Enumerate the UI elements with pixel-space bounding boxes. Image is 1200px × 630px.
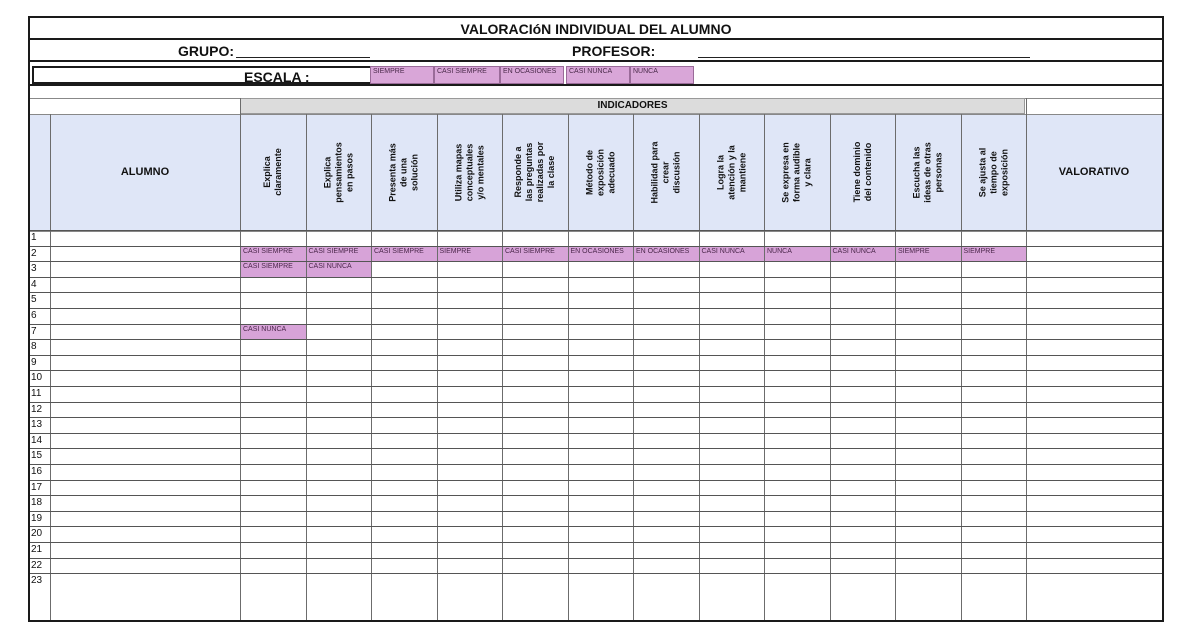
table-row (30, 292, 1162, 293)
scale-option-chip: SIEMPRE (370, 66, 434, 84)
sheet-title: VALORACIóN INDIVIDUAL DEL ALUMNO (30, 18, 1162, 40)
table-row (30, 448, 1162, 449)
row-number: 1 (31, 232, 37, 243)
row-number: 20 (31, 528, 43, 540)
indicator-header: Se expresa en forma audible y clara (780, 141, 813, 203)
indicator-header: Explica claramente (261, 148, 283, 196)
row-number: 10 (31, 372, 43, 384)
rating-cell[interactable]: SIEMPRE (962, 247, 1027, 262)
rating-cell[interactable]: SIEMPRE (896, 247, 961, 262)
rating-cell[interactable]: CASI NUNCA (241, 325, 306, 340)
rating-cell[interactable]: EN OCASIONES (569, 247, 634, 262)
indicator-header: Habilidad para crear discusión (649, 141, 682, 204)
table-row (30, 558, 1162, 559)
profesor-label: PROFESOR: (572, 43, 656, 59)
table-row (30, 355, 1162, 356)
indicator-header: Explica pensamientos en pasos (321, 141, 354, 203)
rating-cell[interactable]: NUNCA (765, 247, 830, 262)
table-row (30, 573, 1162, 574)
escala-box (32, 66, 372, 84)
rating-cell[interactable]: EN OCASIONES (634, 247, 699, 262)
indicator-header: Presenta más de una solución (387, 142, 420, 202)
row-number: 12 (31, 403, 43, 415)
profesor-field[interactable] (698, 57, 1030, 58)
indicator-header: Responde a las preguntas realizadas por la clase (512, 141, 556, 203)
table-row (30, 370, 1162, 371)
table-row (30, 386, 1162, 387)
scale-option-chip: NUNCA (630, 66, 694, 84)
table-row (30, 261, 1162, 262)
table-row (30, 277, 1162, 278)
row-number: 8 (31, 341, 37, 353)
table-row (30, 480, 1162, 481)
row-number: 6 (31, 310, 37, 321)
table-row (30, 495, 1162, 496)
rating-cell[interactable]: SIEMPRE (438, 247, 503, 262)
rating-cell[interactable]: CASI NUNCA (700, 247, 765, 262)
row-number: 9 (31, 356, 37, 368)
table-row (30, 230, 1162, 231)
row-number: 3 (31, 263, 37, 275)
rating-cell[interactable]: CASI SIEMPRE (241, 262, 306, 277)
table-row (30, 308, 1162, 309)
rating-cell[interactable]: CASI NUNCA (831, 247, 896, 262)
row-number: 14 (31, 434, 43, 446)
row-number: 16 (31, 466, 43, 477)
rating-cell[interactable]: CASI SIEMPRE (372, 247, 437, 262)
scale-option-chip: CASI NUNCA (566, 66, 630, 84)
table-row (30, 417, 1162, 418)
row-number: 21 (31, 544, 43, 555)
escala-label: ESCALA : (244, 69, 310, 85)
indicator-header: Método de exposición adecuado (583, 148, 616, 196)
grupo-label: GRUPO: (178, 43, 234, 59)
indicator-header: Se ajusta al tiempo de exposición (976, 147, 1009, 197)
table-row (30, 339, 1162, 340)
row-number: 2 (31, 247, 37, 259)
row-number: 18 (31, 497, 43, 509)
rating-cell[interactable]: CASI SIEMPRE (503, 247, 568, 262)
table-row (30, 542, 1162, 543)
row-number: 7 (31, 325, 37, 337)
row-number: 5 (31, 294, 37, 306)
indicator-header: Logra la atención y la mantiene (714, 144, 747, 200)
rating-cell[interactable]: CASI SIEMPRE (307, 247, 372, 262)
indicator-header: Utiliza mapas conceptuales y/o mentales (452, 143, 485, 201)
row-number: 4 (31, 278, 37, 290)
row-number: 19 (31, 512, 43, 524)
table-row (30, 464, 1162, 465)
grupo-profesor-row (30, 40, 1162, 62)
scale-option-chip: EN OCASIONES (500, 66, 564, 84)
row-number: 23 (31, 575, 43, 587)
table-row (30, 324, 1162, 325)
table-row (30, 433, 1162, 434)
indicadores-band: INDICADORES (240, 98, 1025, 114)
row-number: 15 (31, 450, 43, 462)
row-number: 11 (31, 388, 42, 399)
indicator-header: Escucha las ideas de otras personas (911, 141, 944, 203)
alumno-header: ALUMNO (120, 166, 170, 178)
indicator-header: Tiene dominio del contenido (851, 141, 873, 203)
table-row (30, 402, 1162, 403)
row-number: 22 (31, 559, 43, 571)
grupo-field[interactable] (236, 57, 370, 58)
scale-option-chip: CASI SIEMPRE (434, 66, 500, 84)
rating-cell[interactable]: CASI NUNCA (307, 262, 372, 277)
rating-cell[interactable]: CASI SIEMPRE (241, 247, 306, 262)
row-number: 13 (31, 419, 43, 431)
evaluation-sheet (28, 16, 1164, 622)
table-row (30, 511, 1162, 512)
row-number: 17 (31, 481, 43, 493)
escala-row (30, 64, 1162, 86)
table-row (30, 526, 1162, 527)
valorativo-header: VALORATIVO (1058, 166, 1130, 178)
